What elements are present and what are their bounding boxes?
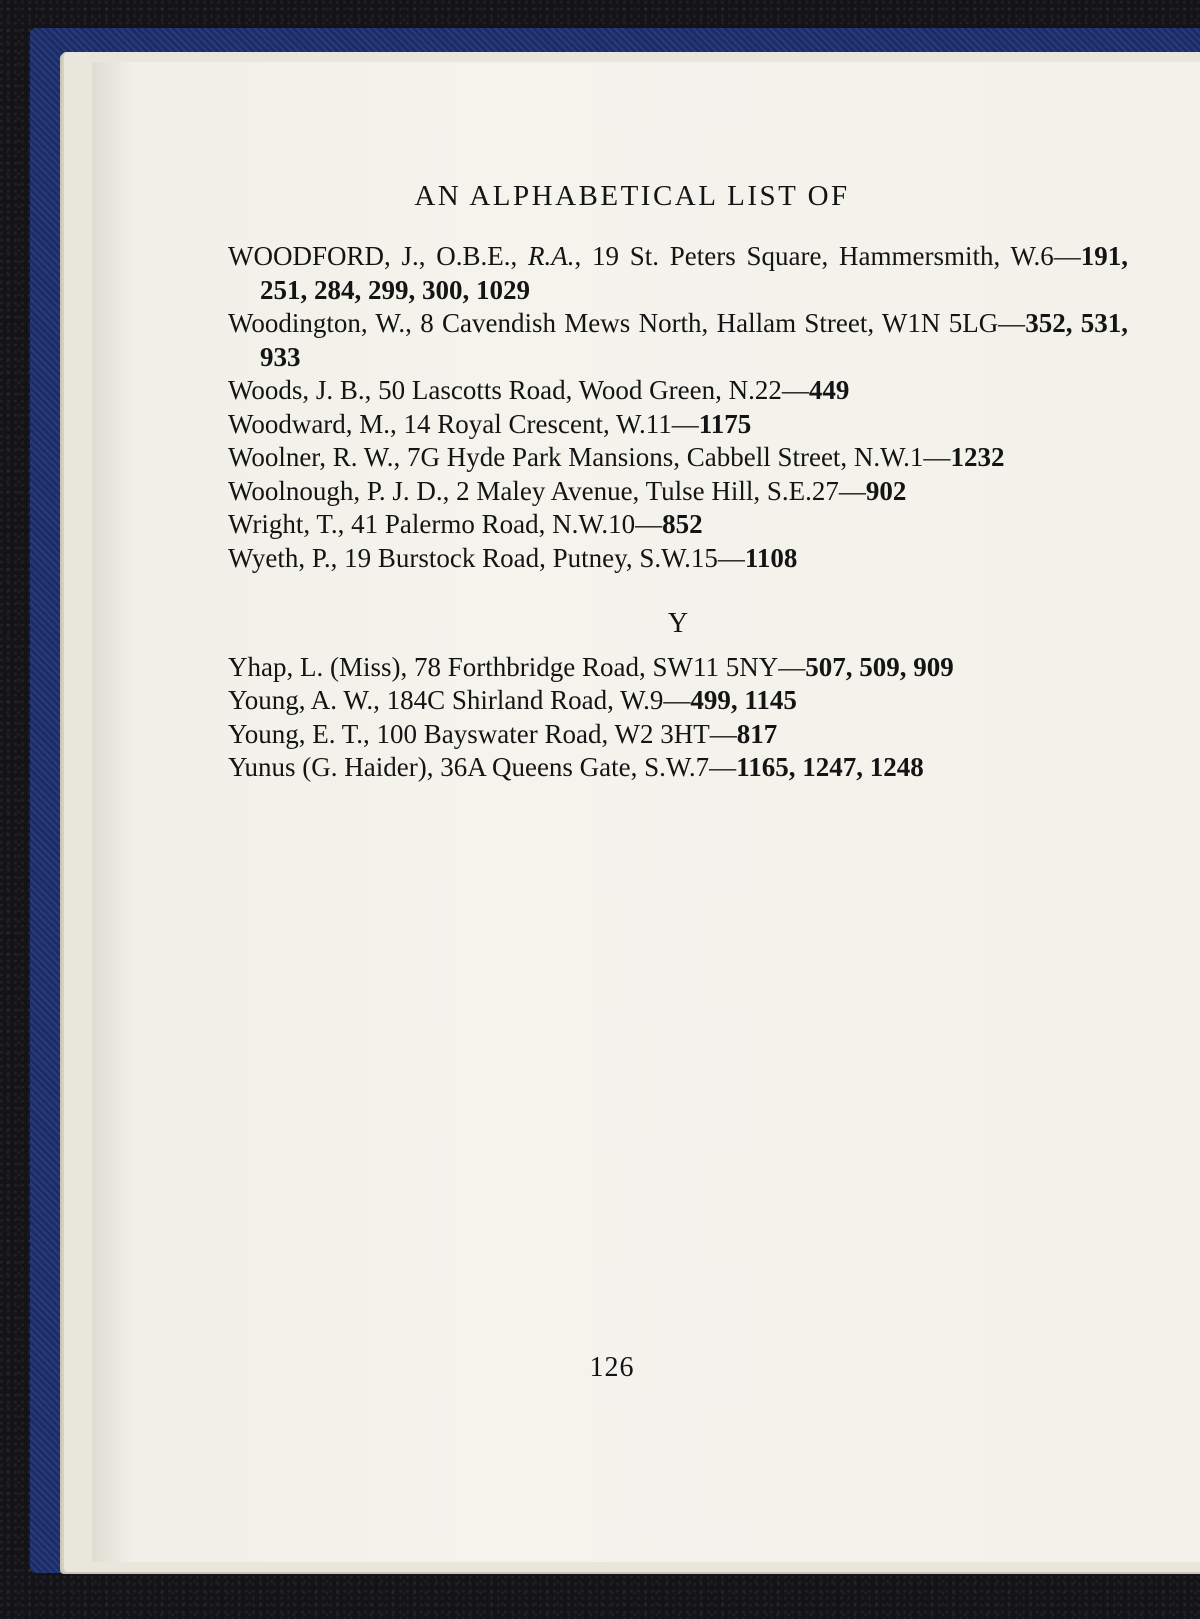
list-entry: Young, E. T., 100 Bayswater Road, W2 3HT—817 [228,718,778,749]
list-entry: Woods, J. B., 50 Lascotts Road, Wood Green, N.22—449 [228,375,850,405]
book-page [92,62,1200,1562]
entry-list [228,240,1128,785]
list-entry: Woolner, R. W., 7G Hyde Park Mansions, Cabbell Street, N.W.1—1232 [228,442,1005,472]
list-entry: Yunus (G. Haider), 36A Queens Gate, S.W.7—1165, 1247, 1248 [228,752,924,782]
list-entry: Woodward, M., 14 Royal Crescent, W.11—1175 [228,408,752,439]
page-header: AN ALPHABETICAL LIST OF [414,180,850,212]
list-entry: WOODFORD, J., O.B.E., R.A., 19 St. Peters Square, Hammersmith, W.6—191, 251, 284, 299, 300, 1029 [228,241,1128,305]
page-number: 126 [589,1352,635,1383]
list-entry: Yhap, L. (Miss), 78 Forthbridge Road, SW11 5NY—507, 509, 909 [228,651,954,682]
list-entry: Woodington, W., 8 Cavendish Mews North, Hallam Street, W1N 5LG—352, 531, 933 [228,308,1128,372]
list-entry: Woolnough, P. J. D., 2 Maley Avenue, Tulse Hill, S.E.27—902 [228,475,907,506]
list-entry: Young, A. W., 184C Shirland Road, W.9—499, 1145 [228,685,797,715]
list-entry: Wright, T., 41 Palermo Road, N.W.10—852 [228,509,703,539]
section-letter: Y [667,608,689,639]
list-entry: Wyeth, P., 19 Burstock Road, Putney, S.W.15—1108 [228,542,798,573]
